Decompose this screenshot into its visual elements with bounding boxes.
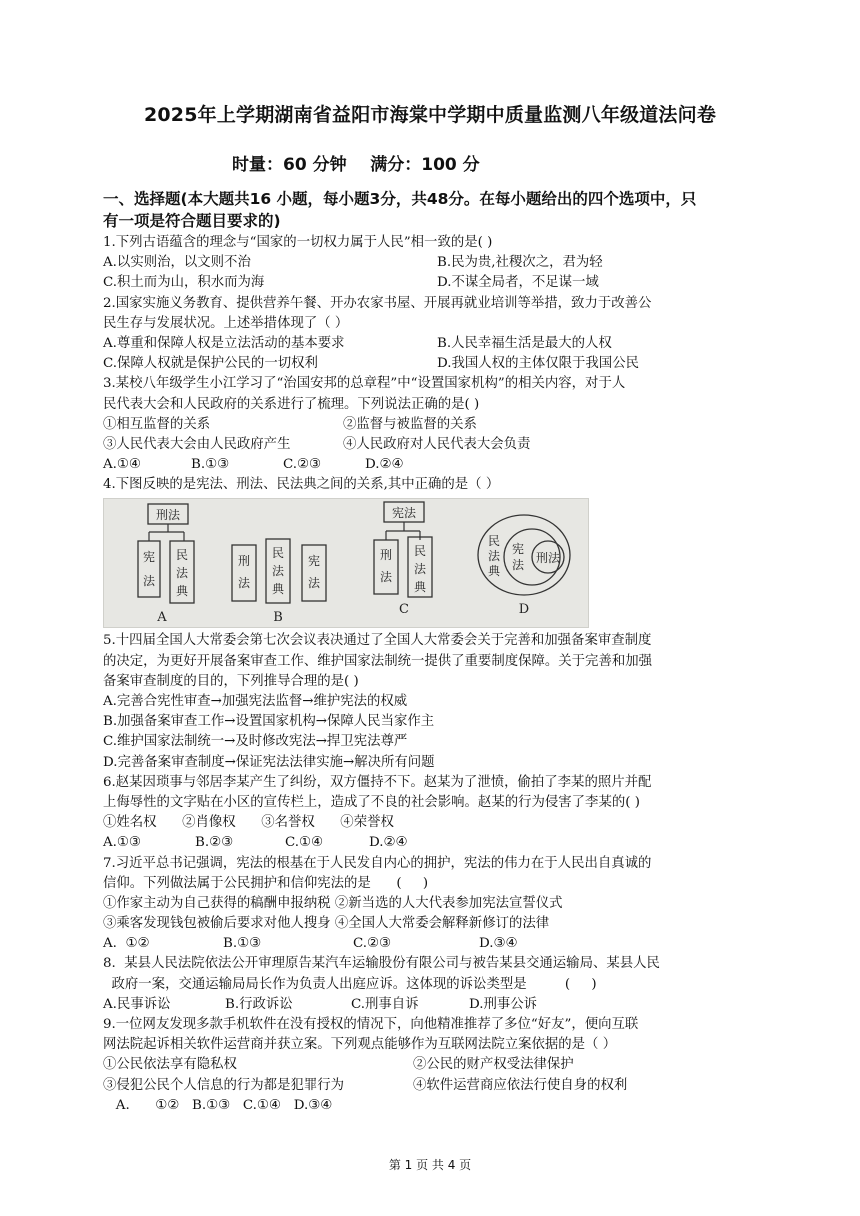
q3-statements-row1 (103, 415, 765, 435)
q3-statement-4: ④人民政府对人民代表大会负责 (343, 436, 531, 452)
q2-option-a: A.尊重和保障人权是立法活动的基本要求 (103, 335, 345, 351)
diagram-d-xingfa: 刑法 (535, 551, 561, 566)
q5-option-d: D.完善备案审查制度→保证宪法法律实施→解决所有问题 (103, 754, 435, 770)
svg-text:法: 法 (487, 549, 501, 564)
q1-option-d: D.不谋全局者，不足谋一域 (437, 275, 599, 291)
page-footer: 第 1 页 共 4 页 (388, 1158, 472, 1172)
q5-stem-2: 的决定，为更好开展备案审查工作、维护国家法制统一提供了重要制度保障。关于完善和加强 (103, 653, 653, 669)
svg-text:法: 法 (307, 576, 321, 591)
q1-option-b: B.民为贵,社稷次之，君为轻 (437, 255, 603, 271)
diagram-option-b (232, 539, 326, 625)
q6-stem-2: 上侮辱性的文字贴在小区的宣传栏上，造成了不良的社会影响。赵某的行为侵害了李某的( ) (103, 794, 640, 810)
q2-stem-2: 民生存与发展状况。上述举措体现了（ ） (103, 315, 349, 331)
svg-text:法: 法 (511, 558, 525, 573)
q3-statement-2: ②监督与被监督的关系 (343, 416, 477, 432)
q9-statements-row2 (103, 1076, 765, 1096)
svg-text:宪: 宪 (142, 550, 156, 565)
section-heading-line-1: 一、选择题(本大题共16 小题，每小题3分，共48分。在每小题给出的四个选项中，只 (103, 190, 697, 208)
q9-statement-3: ③侵犯公民个人信息的行为都是犯罪行为 (103, 1077, 345, 1093)
svg-text:典: 典 (271, 582, 285, 597)
diagram-label-b: B (273, 610, 283, 626)
section-heading (103, 188, 763, 232)
q8-option-c: C.刑事自诉 (351, 996, 419, 1012)
svg-text:民: 民 (271, 546, 285, 561)
q6-answers (103, 833, 765, 853)
q7-option-a: A. ①② (103, 936, 150, 952)
q3-answers (103, 455, 765, 475)
q1-option-a: A.以实则治，以文则不治 (103, 255, 251, 271)
q8-option-a: A.民事诉讼 (103, 996, 171, 1012)
q2-options-row2 (103, 354, 765, 374)
q7-stem-1: 7.习近平总书记强调，宪法的根基在于人民发自内心的拥护，宪法的伟力在于人民出自真诚的 (103, 855, 652, 871)
svg-text:民: 民 (175, 548, 189, 563)
diagram-a-xingfa: 刑法 (155, 508, 181, 523)
q2-option-b: B.人民幸福生活是最大的人权 (437, 335, 612, 351)
q5-option-b: B.加强备案审查工作→设置国家机构→保障人民当家作主 (103, 714, 435, 730)
q7-option-c: C.②③ (353, 936, 392, 952)
q8-option-d: D.刑事公诉 (469, 996, 538, 1012)
diagram-option-a (138, 504, 194, 625)
diagram-c-xianfa: 宪法 (391, 506, 417, 521)
svg-text:典: 典 (413, 580, 427, 595)
q6-option-b: B.②③ (195, 835, 234, 851)
exam-title: 2025年上学期湖南省益阳市海棠中学期中质量监测八年级道法问卷 (143, 104, 717, 126)
svg-text:典: 典 (175, 584, 189, 599)
q1-option-c: C.积土而为山，积水而为海 (103, 275, 265, 291)
q9-stem-2: 网法院起诉相关软件运营商并获立案。下列观点能够作为互联网法院立案依据的是（ ） (103, 1037, 617, 1053)
svg-text:法: 法 (379, 570, 393, 585)
q5-stem-1: 5.十四届全国人大常委会第七次会议表决通过了全国人大常委会关于完善和加强备案审查制度 (103, 633, 652, 649)
q5-stem-3: 备案审查制度的目的，下列推导合理的是( ) (103, 673, 359, 689)
svg-text:宪: 宪 (307, 554, 321, 569)
q1-options-row2 (103, 273, 765, 293)
q9-statements-row1 (103, 1055, 765, 1075)
q3-option-c: C.②③ (283, 457, 322, 473)
diagram-option-d (478, 515, 570, 617)
q3-stem-1: 3.某校八年级学生小江学习了“治国安邦的总章程”中“设置国家机构”的相关内容，对于人 (103, 376, 626, 392)
q3-option-d: D.②④ (365, 457, 404, 473)
svg-text:典: 典 (487, 564, 501, 579)
svg-text:刑: 刑 (379, 548, 393, 563)
svg-text:法: 法 (142, 574, 156, 589)
q3-statement-3: ③人民代表大会由人民政府产生 (103, 436, 291, 452)
q3-stem-2: 民代表大会和人民政府的关系进行了梳理。下列说法正确的是( ) (103, 396, 480, 412)
q7-statements-34: ③乘客发现钱包被偷后要求对他人搜身 ④全国人大常委会解释新修订的法律 (103, 916, 550, 932)
svg-text:法: 法 (237, 576, 251, 591)
svg-text:宪: 宪 (511, 542, 525, 557)
q4-stem: 4.下图反映的是宪法、刑法、民法典之间的关系,其中正确的是（ ） (103, 477, 500, 493)
q2-options-row1 (103, 334, 765, 354)
q7-option-d: D.③④ (479, 936, 518, 952)
q7-answers (103, 934, 765, 954)
q8-option-b: B.行政诉讼 (225, 996, 293, 1012)
q6-option-d: D.②④ (369, 835, 408, 851)
svg-text:法: 法 (175, 566, 189, 581)
diagram-label-a: A (157, 610, 167, 626)
diagram-label-c: C (399, 602, 409, 618)
q1-options-row1 (103, 253, 765, 273)
questions (103, 233, 765, 1116)
section-heading-line-2: 有一项是符合题目要求的) (103, 212, 281, 230)
q7-stem-2: 信仰。下列做法属于公民拥护和信仰宪法的是 ( ) (103, 875, 429, 891)
q8-answers (103, 995, 765, 1015)
q6-option-c: C.①④ (285, 835, 324, 851)
q5-option-c: C.维护国家法制统一→及时修改宪法→捍卫宪法尊严 (103, 734, 408, 750)
svg-text:法: 法 (271, 564, 285, 579)
q2-option-c: C.保障人权就是保护公民的一切权利 (103, 356, 318, 372)
q6-stem-1: 6.赵某因琐事与邻居李某产生了纠纷，双方僵持不下。赵某为了泄愤，偷拍了李某的照片并配 (103, 774, 652, 790)
q2-stem-1: 2.国家实施义务教育、提供营养午餐、开办农家书屋、开展再就业培训等举措，致力于改善公 (103, 295, 652, 311)
svg-text:刑: 刑 (237, 554, 251, 569)
q3-option-a: A.①④ (103, 457, 141, 473)
svg-text:民: 民 (413, 544, 427, 559)
q9-answers: A. ①② B.①③ C.①④ D.③④ (103, 1097, 333, 1113)
svg-text:民: 民 (487, 534, 501, 549)
q3-statement-1: ①相互监督的关系 (103, 416, 211, 432)
q4-diagram (103, 498, 589, 628)
q1-stem: 1.下列古语蕴含的理念与“国家的一切权力属于人民”相一致的是( ) (103, 235, 493, 250)
svg-text:法: 法 (413, 562, 427, 577)
q9-statement-4: ④软件运营商应依法行使自身的权利 (413, 1077, 628, 1093)
q3-statements-row2 (103, 435, 765, 455)
q6-statements: ①姓名权 ②肖像权 ③名誉权 ④荣誉权 (103, 815, 394, 831)
q3-option-b: B.①③ (191, 457, 230, 473)
diagram-label-d: D (518, 602, 530, 618)
q2-option-d: D.我国人权的主体仅限于我国公民 (437, 356, 639, 372)
diagram-option-c (374, 502, 432, 617)
q8-stem-2: 政府一案，交通运输局局长作为负责人出庭应诉。这体现的诉讼类型是 ( ) (103, 976, 597, 992)
q6-option-a: A.①③ (103, 835, 141, 851)
q8-stem-1: 8. 某县人民法院依法公开审理原告某汽车运输股份有限公司与被告某县交通运输局、某县人民 (103, 956, 660, 972)
q7-option-b: B.①③ (223, 936, 262, 952)
q5-option-a: A.完善合宪性审查→加强宪法监督→维护宪法的权威 (103, 694, 408, 709)
q9-stem-1: 9.一位网友发现多款手机软件在没有授权的情况下，向他精准推荐了多位“好友”，便向互联 (103, 1017, 639, 1032)
q9-statement-1: ①公民依法享有隐私权 (103, 1057, 237, 1073)
q7-statements-12: ①作家主动为自己获得的稿酬申报纳税 ②新当选的人大代表参加宪法宣誓仪式 (103, 895, 563, 911)
exam-subtitle: 时量：60 分钟 满分：100 分 (232, 155, 480, 175)
q9-statement-2: ②公民的财产权受法律保护 (413, 1057, 574, 1073)
